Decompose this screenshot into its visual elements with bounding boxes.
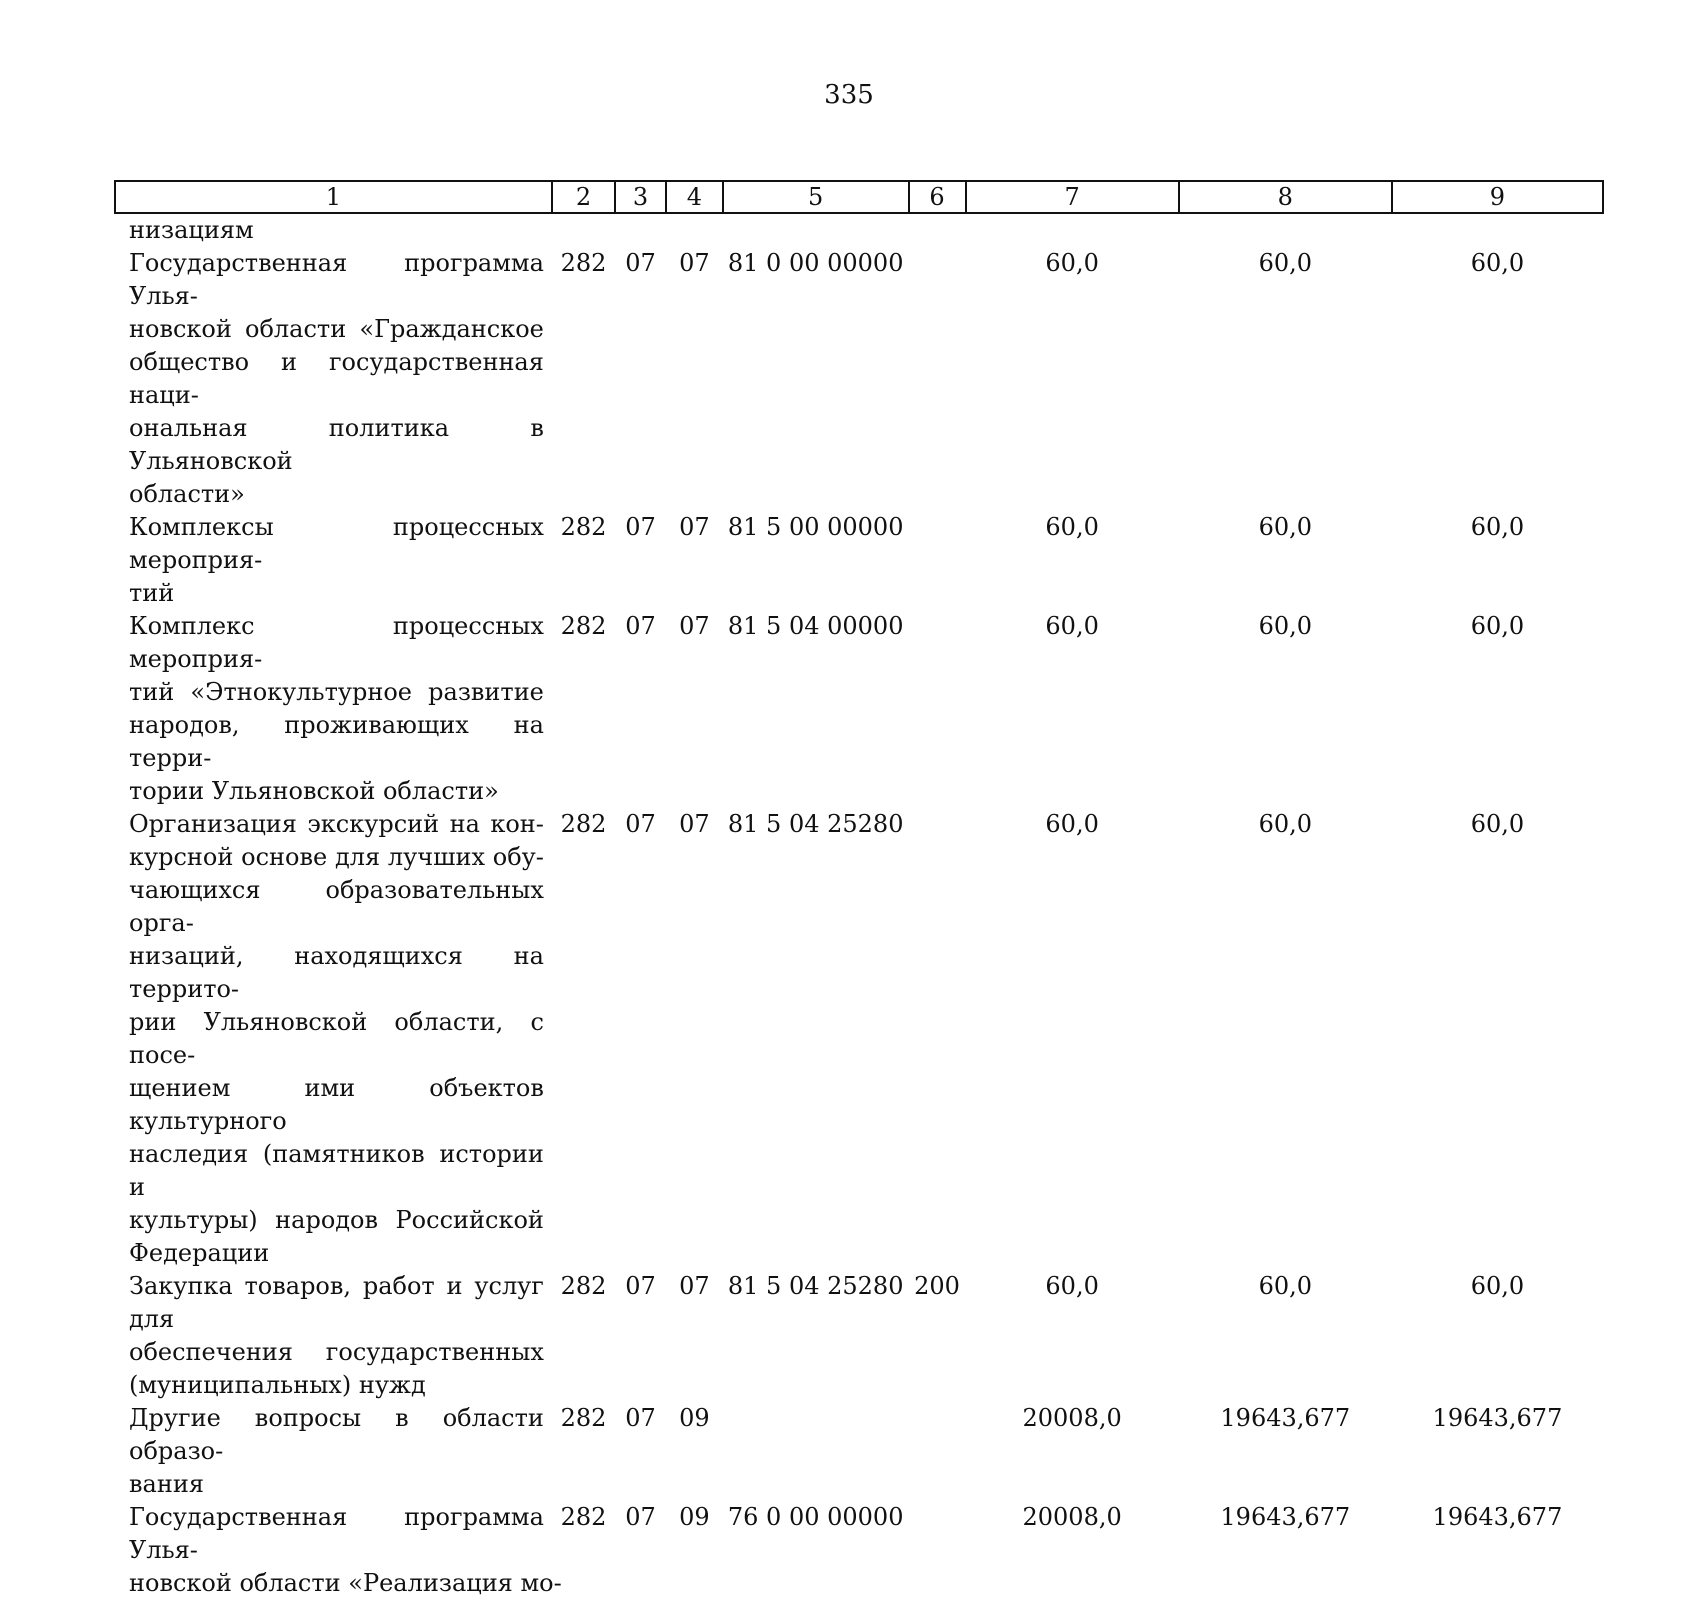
cell-code: 282	[560, 1404, 607, 1432]
cell-subsection: 09	[679, 1404, 710, 1432]
header-col-8: 8	[1179, 181, 1392, 213]
cell-amount-9: 60,0	[1470, 249, 1525, 277]
cell-amount-8: 60,0	[1258, 1272, 1313, 1300]
cell-subsection: 09	[679, 1503, 710, 1531]
header-row	[115, 181, 1603, 213]
cell-description	[115, 213, 552, 247]
table-header	[115, 181, 1603, 213]
cell-code: 282	[560, 513, 607, 541]
description-line: общество и государственная наци-	[129, 348, 544, 409]
header-col-6: 6	[909, 181, 966, 213]
table-row	[115, 808, 1603, 1270]
cell-section: 07	[625, 810, 656, 838]
cell-amount-7	[966, 213, 1179, 247]
cell-section: 07	[625, 249, 656, 277]
cell-section: 07	[625, 612, 656, 640]
description-line: Федерации	[129, 1239, 270, 1267]
cell-amount-8: 19643,677	[1220, 1503, 1351, 1531]
description-line: Организация экскурсий на кон-	[129, 810, 544, 838]
description-line: (муниципальных) нужд	[129, 1371, 426, 1399]
cell-description	[115, 1402, 552, 1501]
cell-target-article: 81 5 00 00000	[727, 513, 904, 541]
table-row	[115, 1402, 1603, 1501]
description-line: новской области «Гражданское	[129, 315, 544, 343]
cell-section	[615, 213, 666, 247]
cell-amount-8: 19643,677	[1220, 1404, 1351, 1432]
cell-code: 282	[560, 612, 607, 640]
description-line: тий	[129, 579, 175, 607]
cell-target-article: 81 5 04 00000	[727, 612, 904, 640]
description-line: низаций, находящихся на террито-	[129, 942, 544, 1003]
cell-expense-type	[909, 1402, 966, 1501]
cell-target-article: 81 5 04 25280	[727, 1272, 904, 1300]
cell-amount-7: 60,0	[1045, 810, 1099, 838]
header-col-3: 3	[615, 181, 666, 213]
header-col-2: 2	[552, 181, 615, 213]
cell-amount-8	[1179, 213, 1392, 247]
cell-code: 282	[560, 249, 607, 277]
cell-description	[115, 511, 552, 610]
table-row	[115, 213, 1603, 247]
cell-expense-type	[909, 808, 966, 1270]
description-line: культуры) народов Российской	[129, 1206, 544, 1234]
description-line: Другие вопросы в области образо-	[129, 1404, 544, 1465]
description-line: щением ими объектов культурного	[129, 1074, 544, 1135]
cell-target-article	[723, 1402, 909, 1501]
cell-code	[552, 213, 615, 247]
budget-table	[114, 180, 1604, 1600]
cell-amount-8: 60,0	[1258, 249, 1313, 277]
cell-code: 282	[560, 1272, 607, 1300]
table-row	[115, 247, 1603, 511]
cell-target-article	[723, 213, 909, 247]
cell-section: 07	[625, 1404, 656, 1432]
description-line: Закупка товаров, работ и услуг для	[129, 1272, 544, 1333]
cell-subsection: 07	[679, 810, 710, 838]
description-line: чающихся образовательных орга-	[129, 876, 544, 937]
table-body	[115, 213, 1603, 1600]
table-row	[115, 511, 1603, 610]
description-line: рии Ульяновской области, с посе-	[129, 1008, 544, 1069]
description-line: низациям	[129, 216, 254, 244]
description-line: наследия (памятников истории и	[129, 1140, 544, 1201]
description-line: новской области «Реализация мо-	[129, 1569, 562, 1597]
header-col-9: 9	[1392, 181, 1603, 213]
cell-amount-7: 60,0	[1045, 249, 1099, 277]
cell-expense-type: 200	[914, 1272, 960, 1300]
description-line: области»	[129, 480, 245, 508]
cell-subsection: 07	[679, 249, 710, 277]
table-row	[115, 1270, 1603, 1402]
cell-target-article: 81 5 04 25280	[727, 810, 904, 838]
cell-amount-9: 60,0	[1470, 810, 1525, 838]
cell-subsection: 07	[679, 612, 710, 640]
header-col-4: 4	[666, 181, 723, 213]
description-line: тории Ульяновской области»	[129, 777, 499, 805]
description-line: ональная политика в Ульяновской	[129, 414, 544, 475]
cell-amount-7: 60,0	[1045, 612, 1099, 640]
cell-amount-7: 20008,0	[1022, 1404, 1122, 1432]
cell-description	[115, 1501, 562, 1600]
description-line: Комплексы процессных мероприя-	[129, 513, 544, 574]
cell-amount-9: 60,0	[1470, 1272, 1525, 1300]
table-row	[115, 610, 1603, 808]
page-number: 335	[824, 80, 874, 110]
cell-expense-type	[909, 1501, 966, 1600]
cell-description	[115, 1270, 552, 1402]
cell-code: 282	[560, 810, 607, 838]
description-line: обеспечения государственных	[129, 1338, 544, 1366]
header-col-1: 1	[115, 181, 552, 213]
cell-amount-9: 60,0	[1470, 513, 1525, 541]
cell-description	[115, 247, 552, 511]
description-line: Государственная программа Улья-	[129, 1503, 544, 1564]
header-col-5: 5	[723, 181, 909, 213]
cell-expense-type	[909, 213, 966, 247]
cell-amount-9: 19643,677	[1432, 1404, 1563, 1432]
cell-target-article: 81 0 00 00000	[727, 249, 904, 277]
cell-subsection: 07	[679, 1272, 710, 1300]
cell-description	[115, 808, 552, 1270]
cell-section: 07	[625, 1503, 656, 1531]
header-col-7: 7	[966, 181, 1179, 213]
cell-expense-type	[909, 511, 966, 610]
cell-section: 07	[625, 1272, 656, 1300]
table-row	[115, 1501, 1603, 1600]
cell-amount-8: 60,0	[1258, 612, 1313, 640]
cell-amount-7: 60,0	[1045, 1272, 1099, 1300]
cell-code: 282	[560, 1503, 607, 1531]
cell-description	[115, 610, 552, 808]
cell-subsection: 07	[679, 513, 710, 541]
cell-amount-7: 60,0	[1045, 513, 1099, 541]
cell-expense-type	[909, 610, 966, 808]
description-line: Государственная программа Улья-	[129, 249, 544, 310]
cell-amount-9: 60,0	[1470, 612, 1525, 640]
cell-amount-9	[1392, 213, 1603, 247]
description-line: народов, проживающих на терри-	[129, 711, 544, 772]
cell-section: 07	[625, 513, 656, 541]
cell-subsection	[666, 213, 723, 247]
cell-amount-9: 19643,677	[1432, 1503, 1563, 1531]
description-line: вания	[129, 1470, 204, 1498]
cell-target-article: 76 0 00 00000	[727, 1503, 904, 1531]
description-line: тий «Этнокультурное развитие	[129, 678, 544, 706]
description-line: Комплекс процессных мероприя-	[129, 612, 544, 673]
description-line: курсной основе для лучших обу-	[129, 843, 544, 871]
cell-expense-type	[909, 247, 966, 511]
cell-amount-7: 20008,0	[1022, 1503, 1122, 1531]
cell-amount-8: 60,0	[1258, 810, 1313, 838]
cell-amount-8: 60,0	[1258, 513, 1313, 541]
